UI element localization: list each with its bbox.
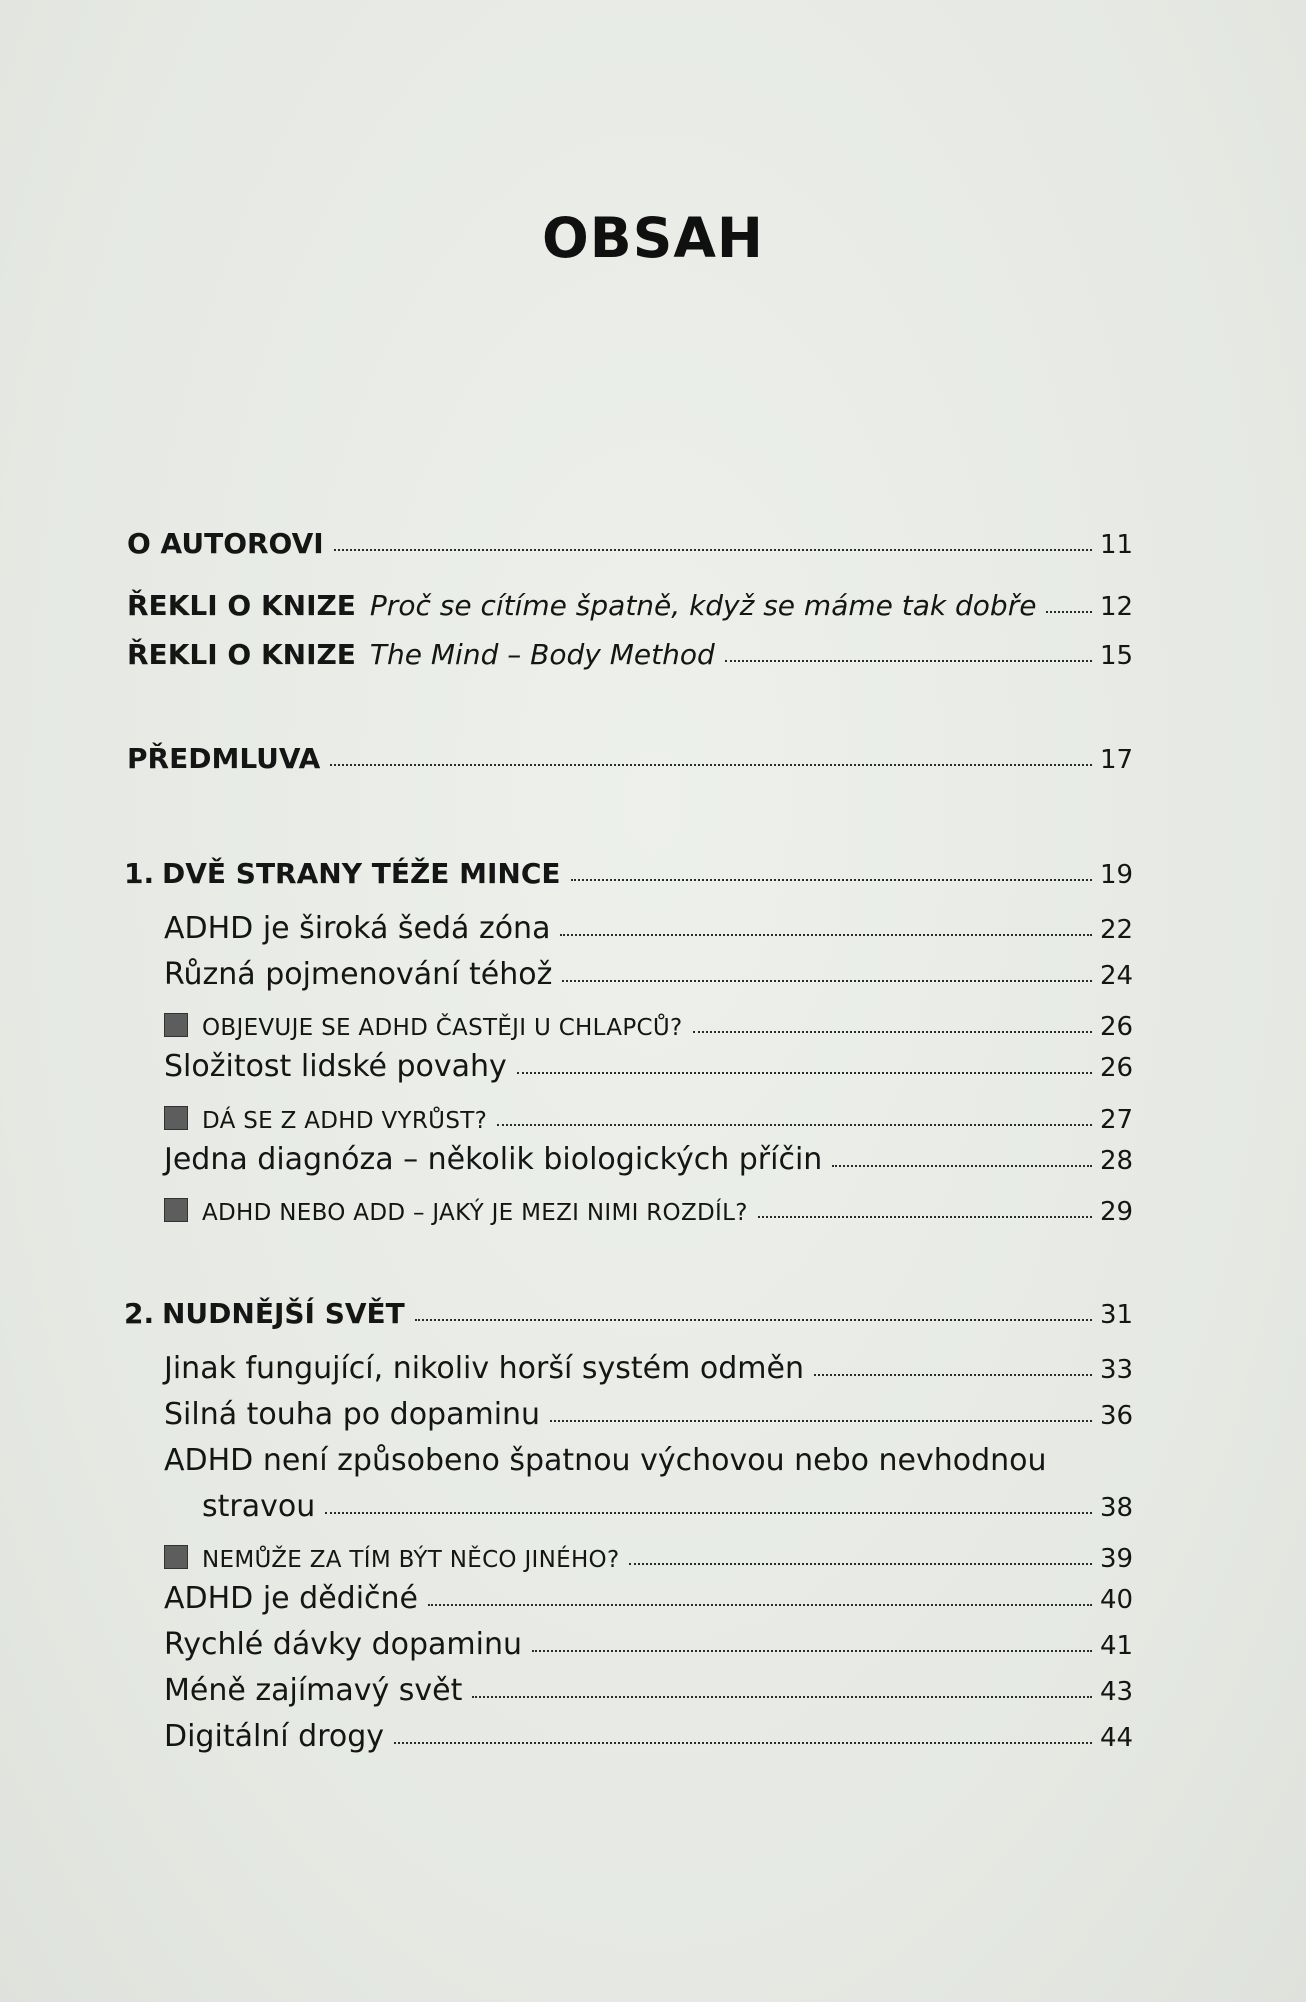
toc-subentry (164, 1049, 1134, 1084)
toc-entry-label: ADHD není způsobeno špatnou výchovou nebo nevhodnou (164, 1443, 1047, 1478)
leader-dots (325, 1511, 1092, 1514)
toc-page-number: 33 (1100, 1355, 1134, 1385)
toc-box-entry (164, 1196, 1132, 1225)
toc-entry-rekli-o-knize-1 (127, 589, 1134, 622)
leader-dots (832, 1164, 1092, 1167)
leader-dots (472, 1695, 1092, 1698)
square-bullet-icon (164, 1106, 188, 1130)
toc-box-entry (164, 1011, 1132, 1040)
leader-dots (550, 1419, 1092, 1422)
toc-page-number: 26 (1100, 1012, 1134, 1042)
leader-dots (334, 548, 1092, 551)
toc-page-number: 22 (1100, 915, 1134, 945)
leader-dots (814, 1373, 1092, 1376)
toc-entry-predmluva (127, 742, 1134, 775)
toc-entry-label: Jedna diagnóza – několik biologických příčin (164, 1142, 823, 1177)
toc-subentry (164, 1719, 1134, 1754)
toc-entry-label: O AUTOROVI (127, 527, 324, 560)
toc-page-number: 39 (1100, 1544, 1134, 1574)
toc-box-entry (164, 1104, 1132, 1133)
toc-entry-label: NEMŮŽE ZA TÍM BÝT NĚCO JINÉHO? (202, 1547, 620, 1573)
toc-page-number: 26 (1100, 1053, 1134, 1083)
toc-entry-label: ADHD NEBO ADD – JAKÝ JE MEZI NIMI ROZDÍL? (202, 1200, 748, 1226)
toc-entry-label: ADHD je dědičné (164, 1581, 418, 1616)
toc-page-number: 27 (1100, 1105, 1134, 1135)
toc-entry-label: OBJEVUJE SE ADHD ČASTĚJI U CHLAPCŮ? (202, 1015, 683, 1041)
toc-entry-label: DVĚ STRANY TÉŽE MINCE (162, 857, 561, 890)
leader-dots (725, 659, 1092, 662)
toc-subentry-multiline-first (164, 1443, 1047, 1478)
toc-entry-label: Různá pojmenování téhož (164, 957, 553, 992)
toc-entry-label: ŘEKLI O KNIZE (127, 638, 356, 671)
toc-page-number: 17 (1100, 745, 1134, 775)
toc-page-number: 28 (1100, 1146, 1134, 1176)
leader-dots (560, 933, 1092, 936)
leader-dots (330, 763, 1092, 766)
toc-subentry (164, 1627, 1134, 1662)
toc-page-number: 43 (1100, 1677, 1134, 1707)
toc-subentry (164, 1581, 1134, 1616)
toc-page-number: 29 (1100, 1197, 1134, 1227)
leader-dots (693, 1030, 1093, 1033)
square-bullet-icon (164, 1198, 188, 1222)
toc-entry-label: NUDNĚJŠÍ SVĚT (162, 1297, 405, 1330)
toc-page-number: 38 (1100, 1493, 1134, 1523)
toc-entry-subtitle: Proč se cítíme špatně, když se máme tak dobře (369, 589, 1037, 622)
toc-subentry (164, 1142, 1134, 1177)
toc-page-number: 40 (1100, 1585, 1134, 1615)
toc-entry-subtitle: The Mind – Body Method (369, 638, 715, 671)
toc-entry-label: Méně zajímavý svět (164, 1673, 463, 1708)
toc-page-number: 31 (1100, 1300, 1134, 1330)
leader-dots (629, 1562, 1092, 1565)
square-bullet-icon (164, 1545, 188, 1569)
toc-entry-o-autorovi (127, 527, 1134, 560)
toc-chapter-2 (124, 1297, 1134, 1330)
toc-entry-label: ŘEKLI O KNIZE (127, 589, 356, 622)
page-title: OBSAH (542, 206, 764, 270)
toc-page-number: 15 (1100, 641, 1134, 671)
leader-dots (1046, 610, 1092, 613)
toc-subentry (164, 957, 1134, 992)
toc-box-entry (164, 1543, 1132, 1572)
leader-dots (532, 1649, 1092, 1652)
toc-page-number: 24 (1100, 961, 1134, 991)
toc-subentry (164, 1673, 1134, 1708)
toc-entry-label: PŘEDMLUVA (127, 742, 321, 775)
leader-dots (428, 1603, 1092, 1606)
leader-dots (497, 1123, 1092, 1126)
toc-entry-label: DÁ SE Z ADHD VYRŮST? (202, 1108, 488, 1134)
toc-entry-rekli-o-knize-2 (127, 638, 1134, 671)
toc-entry-label: Jinak fungující, nikoliv horší systém odměn (164, 1351, 804, 1386)
leader-dots (415, 1318, 1092, 1321)
toc-entry-label: Digitální drogy (164, 1719, 385, 1754)
toc-page-number: 12 (1100, 592, 1134, 622)
toc-entry-label: ADHD je široká šedá zóna (164, 911, 551, 946)
chapter-number: 2. (124, 1297, 155, 1330)
leader-dots (394, 1741, 1092, 1744)
toc-entry-label: Složitost lidské povahy (164, 1049, 507, 1084)
toc-entry-label-continuation: stravou (202, 1489, 316, 1524)
toc-page-number: 36 (1100, 1401, 1134, 1431)
toc-page-number: 44 (1100, 1723, 1134, 1753)
leader-dots (562, 979, 1092, 982)
chapter-number: 1. (124, 857, 155, 890)
toc-subentry (164, 911, 1134, 946)
toc-page-number: 11 (1100, 530, 1134, 560)
toc-entry-label: Rychlé dávky dopaminu (164, 1627, 522, 1662)
square-bullet-icon (164, 1013, 188, 1037)
leader-dots (758, 1215, 1092, 1218)
leader-dots (571, 878, 1092, 881)
toc-subentry (164, 1397, 1134, 1432)
toc-subentry (164, 1351, 1134, 1386)
toc-chapter-1 (124, 857, 1134, 890)
toc-page-number: 41 (1100, 1631, 1134, 1661)
toc-subentry-multiline-continuation (202, 1489, 1134, 1524)
leader-dots (517, 1071, 1092, 1074)
toc-entry-label: Silná touha po dopaminu (164, 1397, 541, 1432)
toc-page-number: 19 (1100, 860, 1134, 890)
